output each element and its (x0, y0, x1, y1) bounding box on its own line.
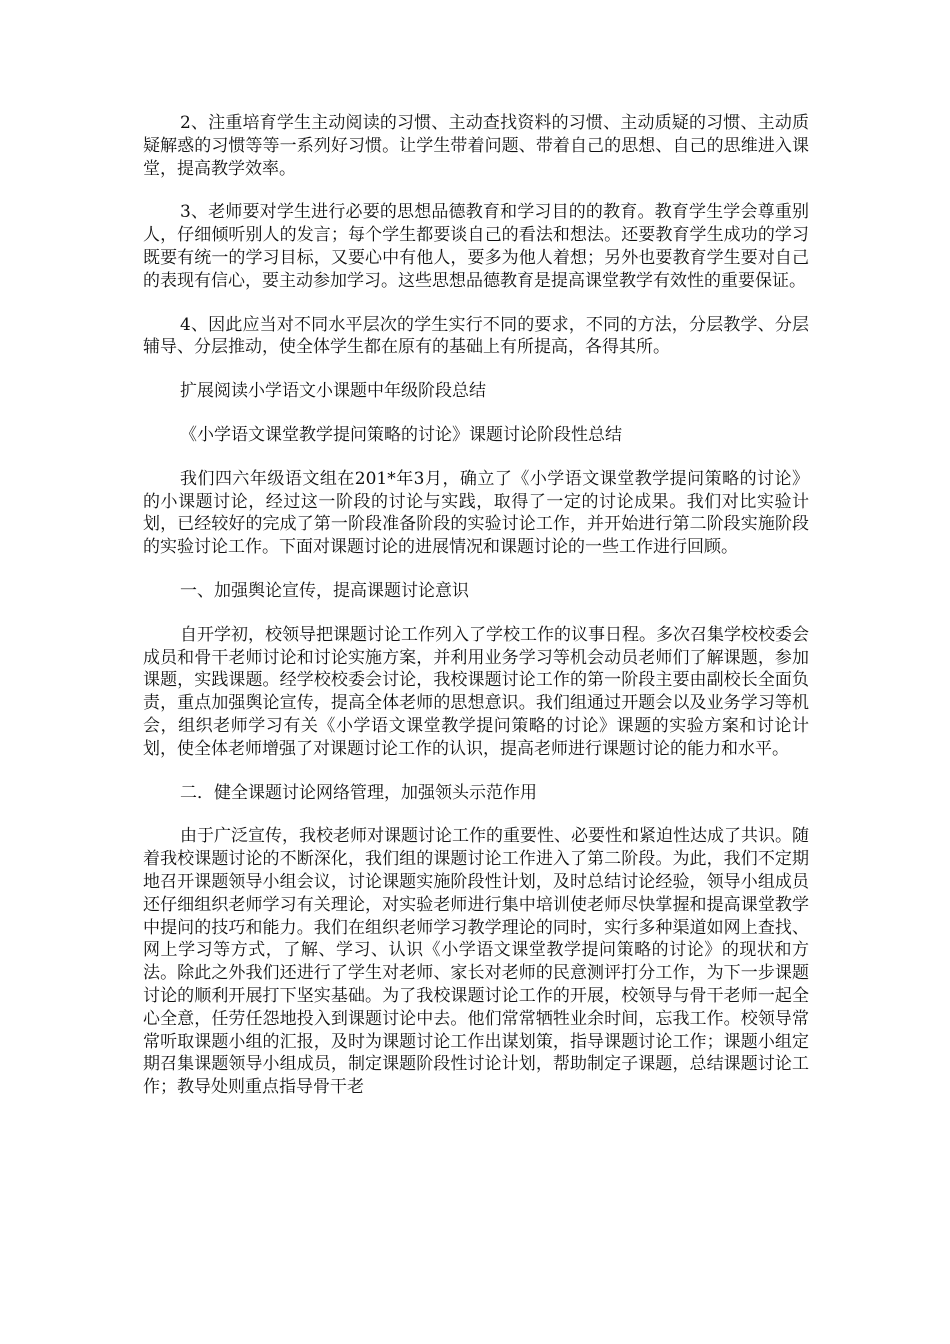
section-heading-one: 一、加强舆论宣传，提高课题讨论意识 (180, 580, 469, 601)
paragraph-section-one: 自开学初，校领导把课题讨论工作列入了学校工作的议事日程。多次召集学校校委会成员和骨干老师讨论和讨论实施方案，并利用业务学习等机会动员老师们了解课题，参加课题，实践课题。经学校校委会讨论，我校课题讨论工作的第一阶段主要由副校长全面负责，重点加强舆论宣传，提高全体老师的思想意识。我们组通过开题会以及业务学习等机会，组织老师学习有关《小学语文课堂教学提问策略的讨论》课题的实验方案和讨论计划，使全体老师增强了对课题讨论工作的认识，提高老师进行课题讨论的能力和水平。 (143, 624, 809, 759)
paragraph-layered-teaching: 4、因此应当对不同水平层次的学生实行不同的要求，不同的方法，分层教学、分层辅导、分层推动，使全体学生都在原有的基础上有所提高，各得其所。 (143, 314, 809, 358)
paragraph-habits: 2、注重培育学生主动阅读的习惯、主动查找资料的习惯、主动质疑的习惯、主动质疑解惑的习惯等等一系列好习惯。让学生带着问题、带着自己的思想、自己的思维进入课堂，提高教学效率。 (143, 113, 809, 179)
paragraph-section-two: 由于广泛宣传，我校老师对课题讨论工作的重要性、必要性和紧迫性达成了共识。随着我校课题讨论的不断深化，我们组的课题讨论工作进入了第二阶段。为此，我们不定期地召开课题领导小组会议，讨论课题实施阶段性计划，及时总结讨论经验，领导小组成员还仔细组织老师学习有关理论，对实验老师进行集中培训使老师尽快掌握和提高课堂教学中提问的技巧和能力。我们在组织老师学习教学理论的同时，实行多种渠道如网上查找、网上学习等方式，了解、学习、认识《小学语文课堂教学提问策略的讨论》的现状和方法。除此之外我们还进行了学生对老师、家长对老师的民意测评打分工作，为下一步课题讨论的顺利开展打下坚实基础。为了我校课题讨论工作的开展，校领导与骨干老师一起全心全意，任劳任怨地投入到课题讨论中去。他们常常牺牲业余时间，忘我工作。校领导常常听取课题小组的汇报，及时为课题讨论工作出谋划策，指导课题讨论工作；课题小组定期召集课题领导小组成员，制定课题阶段性讨论计划，帮助制定子课题，总结课题讨论工作；教导处则重点指导骨干老 (143, 826, 809, 1098)
section-heading-extended-reading: 扩展阅读小学语文小课题中年级阶段总结 (180, 381, 486, 402)
section-heading-two: 二．健全课题讨论网络管理，加强领头示范作用 (180, 782, 537, 803)
document-page (143, 112, 809, 1120)
document-title: 《小学语文课堂教学提问策略的讨论》课题讨论阶段性总结 (180, 424, 622, 445)
paragraph-introduction: 我们四六年级语文组在201*年3月，确立了《小学语文课堂教学提问策略的讨论》的小课题讨论，经过这一阶段的讨论与实践，取得了一定的讨论成果。我们对比实验计划，已经较好的完成了第一阶段准备阶段的实验讨论工作，并开始进行第二阶段实施阶段的实验讨论工作。下面对课题讨论的进展情况和课题讨论的一些工作进行回顾。 (143, 468, 809, 558)
paragraph-moral-education: 3、老师要对学生进行必要的思想品德教育和学习目的的教育。教育学生学会尊重别人，仔细倾听别人的发言；每个学生都要谈自己的看法和想法。还要教育学生成功的学习既要有统一的学习目标，又要心中有他人，要多为他人着想；另外也要教育学生要对自己的表现有信心，要主动参加学习。这些思想品德教育是提高课堂教学有效性的重要保证。 (143, 202, 809, 291)
